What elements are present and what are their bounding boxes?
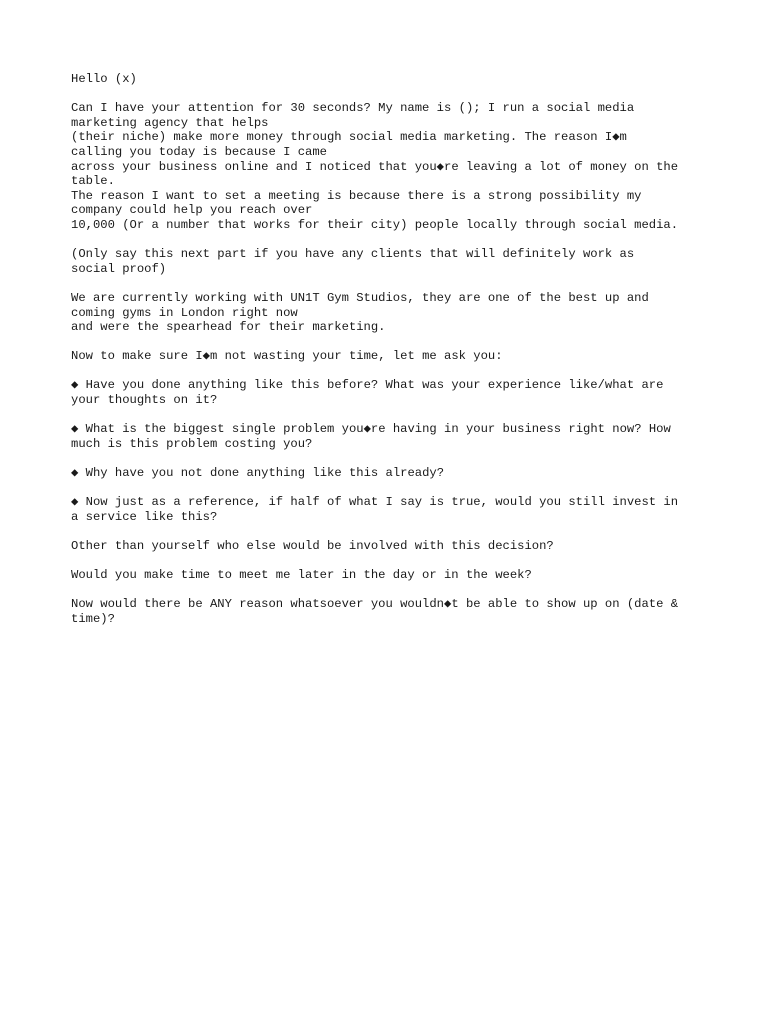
text-line: your thoughts on it? bbox=[71, 393, 218, 408]
question-item bbox=[71, 466, 711, 481]
text-line: Now would there be ANY reason whatsoever you wouldn◆t be able to show up on (date & bbox=[71, 597, 679, 612]
text-line: 10,000 (Or a number that works for their city) people locally through social media. bbox=[71, 217, 679, 232]
decision-maker-paragraph bbox=[71, 539, 711, 554]
text-line: Hello (x) bbox=[71, 72, 137, 86]
greeting-paragraph bbox=[71, 72, 711, 87]
document-body bbox=[71, 72, 711, 641]
text-line: Other than yourself who else would be involved with this decision? bbox=[71, 539, 554, 553]
text-line: across your business online and I noticed that you◆re leaving a lot of money on the bbox=[71, 159, 679, 174]
text-line: (their niche) make more money through social media marketing. The reason I◆m bbox=[71, 130, 627, 145]
question-item bbox=[71, 495, 711, 524]
introduction-paragraph bbox=[71, 101, 711, 232]
text-line: table. bbox=[71, 174, 115, 189]
text-line: much is this problem costing you? bbox=[71, 436, 313, 451]
text-line: and were the spearhead for their marketing. bbox=[71, 320, 386, 335]
text-line: ◆ Now just as a reference, if half of what I say is true, would you still invest in bbox=[71, 495, 679, 510]
question-intro-paragraph bbox=[71, 349, 711, 364]
client-example-paragraph bbox=[71, 291, 711, 335]
social-proof-note-paragraph bbox=[71, 247, 711, 276]
question-item bbox=[71, 378, 711, 407]
text-line: ◆ Why have you not done anything like this already? bbox=[71, 466, 445, 481]
text-line: Now to make sure I◆m not wasting your time, let me ask you: bbox=[71, 349, 503, 364]
text-line: The reason I want to set a meeting is because there is a strong possibility my bbox=[71, 188, 642, 203]
text-line: ◆ Have you done anything like this before? What was your experience like/what are bbox=[71, 378, 664, 393]
text-line: coming gyms in London right now bbox=[71, 305, 298, 320]
text-line: Would you make time to meet me later in the day or in the week? bbox=[71, 568, 532, 583]
text-line: (Only say this next part if you have any clients that will definitely work as bbox=[71, 247, 635, 262]
text-line: time)? bbox=[71, 611, 115, 626]
confirmation-paragraph bbox=[71, 597, 711, 626]
text-line: calling you today is because I came bbox=[71, 144, 327, 159]
text-line: social proof) bbox=[71, 261, 167, 276]
text-line: company could help you reach over bbox=[71, 203, 313, 218]
question-item bbox=[71, 422, 711, 451]
text-line: Can I have your attention for 30 seconds? My name is (); I run a social media bbox=[71, 101, 635, 116]
meeting-time-paragraph bbox=[71, 568, 711, 583]
text-line: ◆ What is the biggest single problem you◆re having in your business right now? How bbox=[71, 422, 671, 437]
text-line: We are currently working with UN1T Gym Studios, they are one of the best up and bbox=[71, 290, 649, 305]
text-line: marketing agency that helps bbox=[71, 115, 269, 130]
text-line: a service like this? bbox=[71, 509, 218, 524]
